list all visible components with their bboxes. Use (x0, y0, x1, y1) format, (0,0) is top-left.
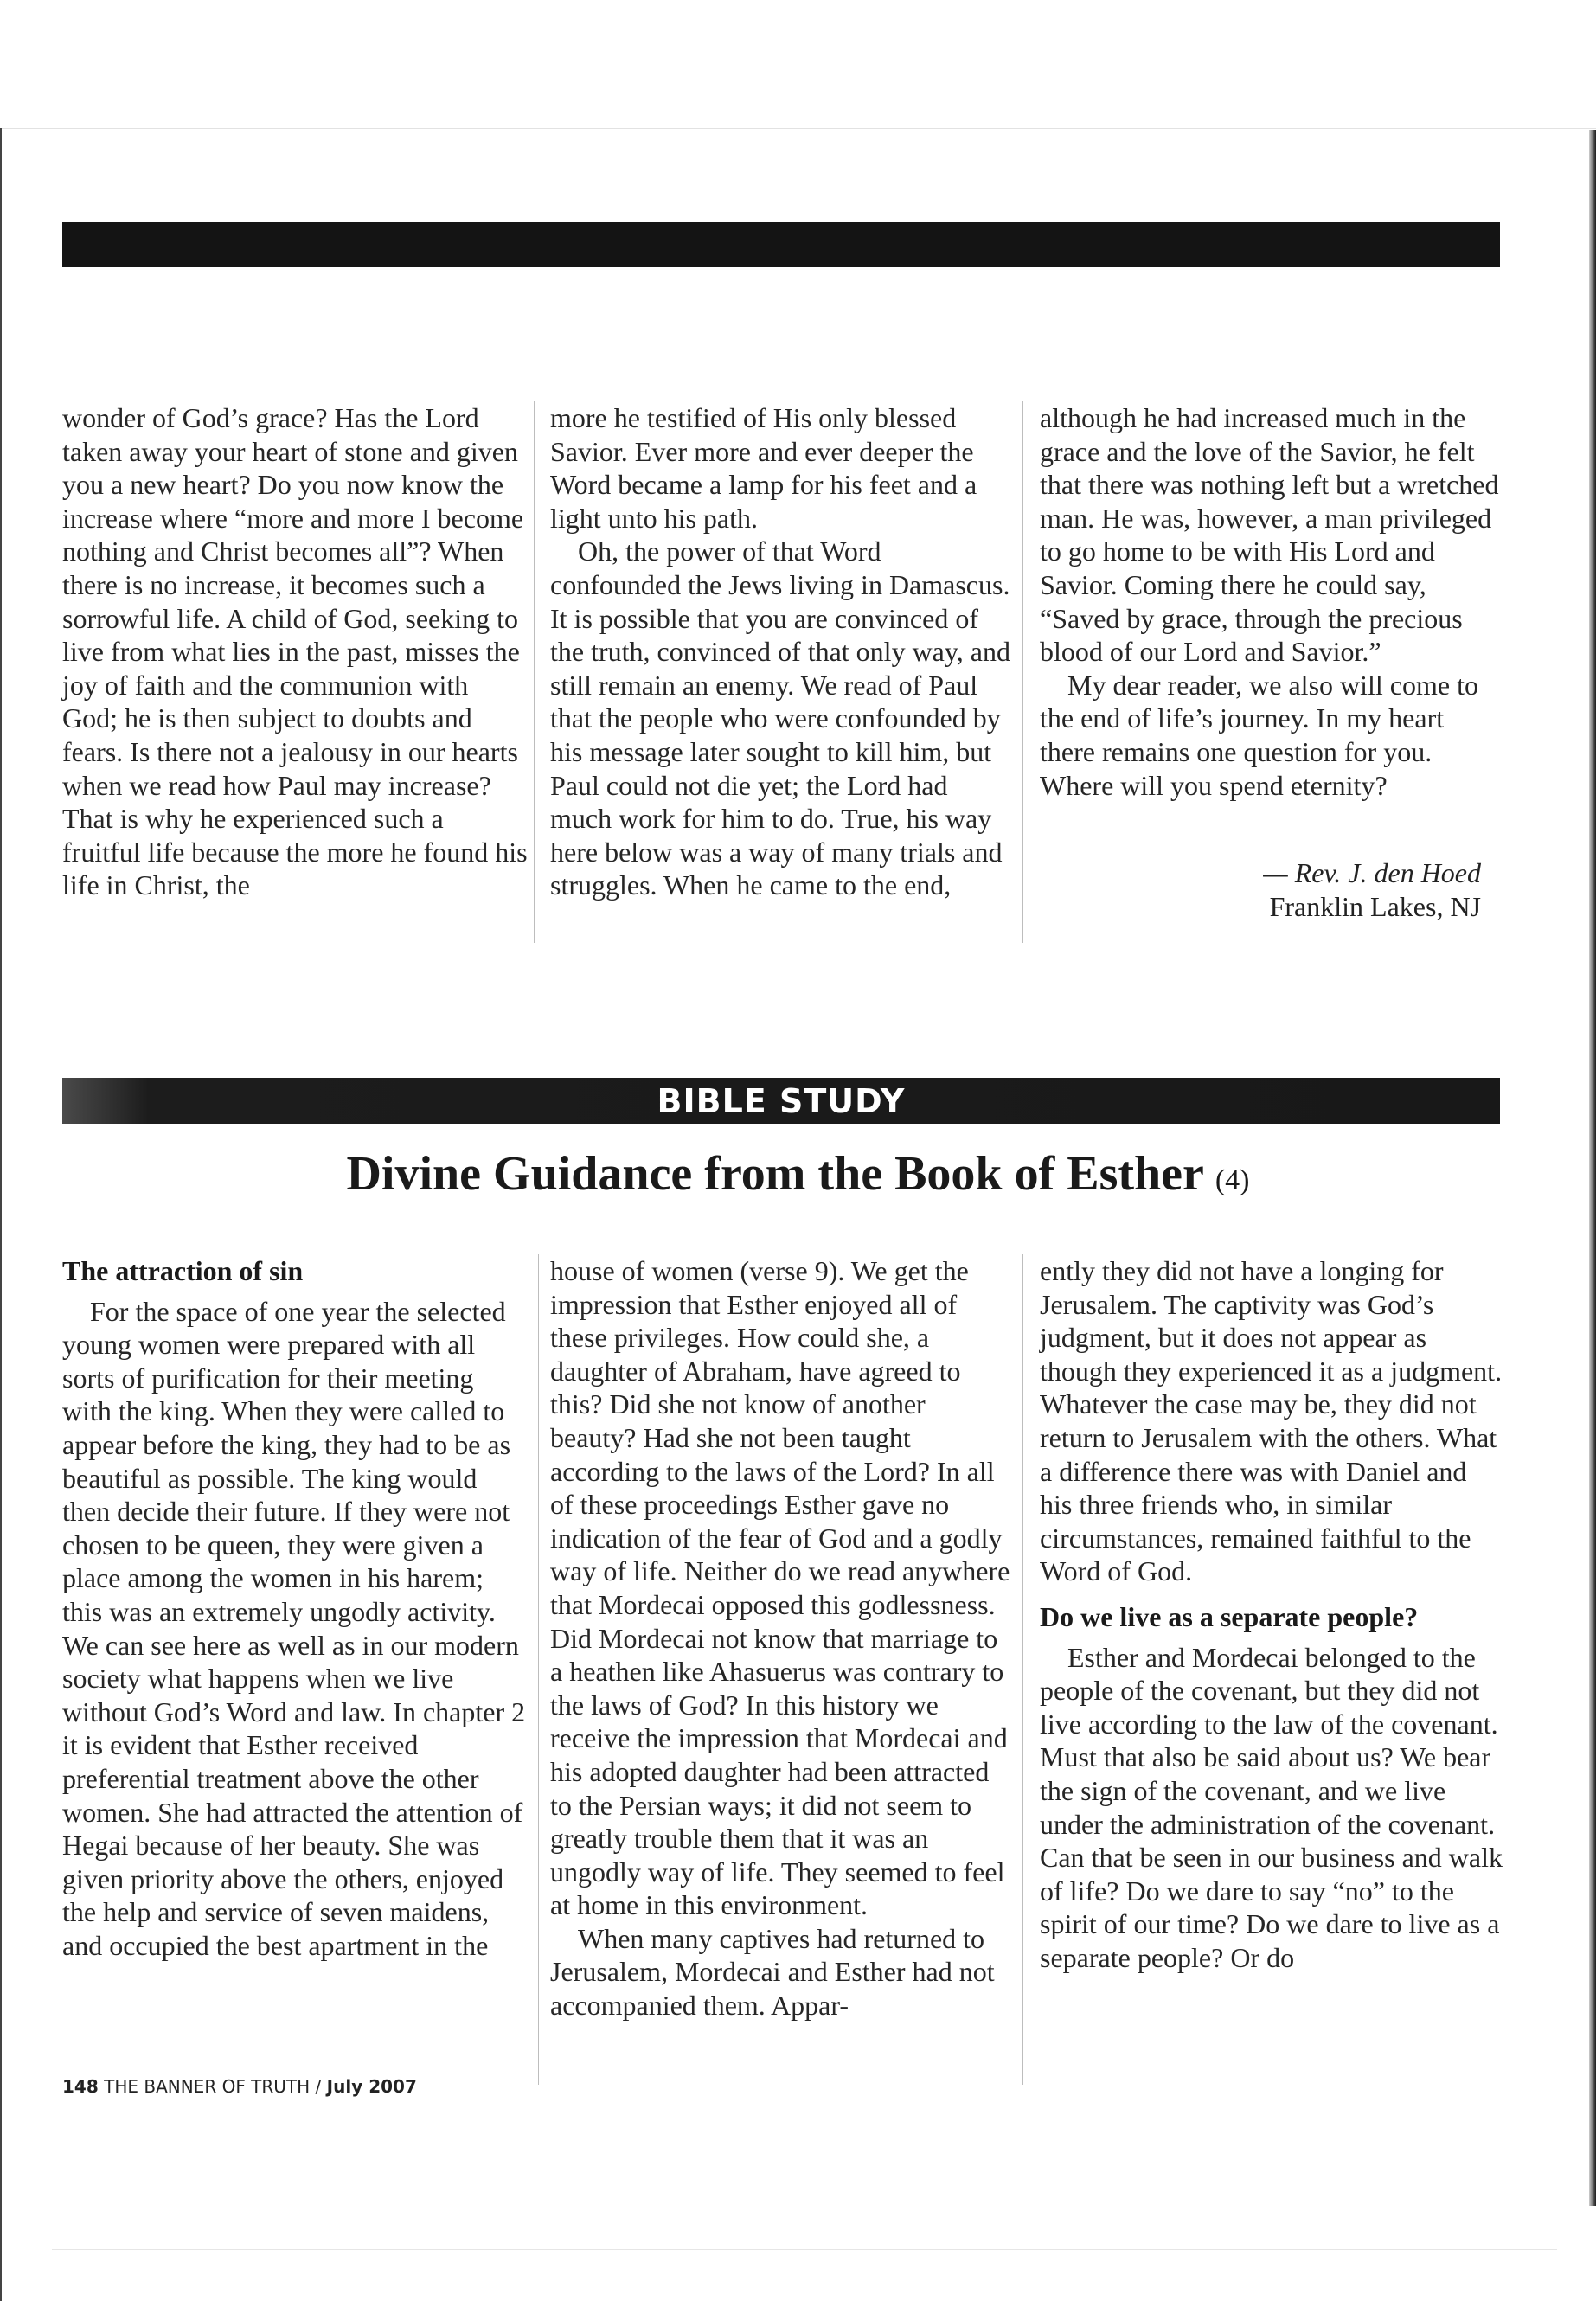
paragraph: When many captives had returned to Jerusalem, Mordecai and Esther had not accompanied them. Appar- (550, 1922, 995, 2022)
signature (1040, 856, 1481, 923)
paragraph: ently they did not have a longing for Jerusalem. The captivity was God’s judgment, but it does not appear as though they experienced it as a judgment. Whatever the case may be, they did not return to Jerusalem with the others. What a difference there was with Daniel and his three friends who, in similar circumstances, remained faithful to the Word of God. (1040, 1255, 1503, 1587)
section-label: BIBLE STUDY (657, 1081, 906, 1120)
paragraph: although he had increased much in the grace and the love of the Savior, he felt that there was nothing left but a wretched man. He was, however, a man privileged to go home to be with His Lord and Savior. Coming there he could say, “Saved by grace, through the precious blood of our Lord and Savior.” (1040, 402, 1499, 668)
page-number: 148 (62, 2076, 99, 2097)
column-divider (538, 1254, 539, 2085)
top-article-col-3 (1040, 401, 1505, 802)
paragraph: Esther and Mordecai belonged to the people of the covenant, but they did not live according to the law of the covenant. Must that also be said about us? We bear the sign of the covenant, and we live under the administration of the covenant. Can that be seen in our business and walk of life? Do we dare to say “no” to the spirit of our time? Do we dare to live as a separate people? Or do (1040, 1641, 1503, 1973)
page-footer (62, 2076, 417, 2097)
paragraph: house of women (verse 9). We get the impression that Esther enjoyed all of these privileges. How could she, a daughter of Abraham, have agreed to this? Did she not know of another beauty? Had she not been taught according to the laws of the Lord? In all of these proceedings Esther gave no indication of the fear of God and a godly way of life. Neither do we read anywhere that Mordecai opposed this godlessness. Did Mordecai not know that marriage to a heathen like Ahasuerus was contrary to the laws of God? In this history we receive the impression that Mordecai and his adopted daughter had been attracted to the Persian ways; it did not seem to greatly trouble them that it was an ungodly way of life. They seemed to feel at home in this environment. (550, 1255, 1010, 1921)
bible-study-col-3 (1040, 1254, 1505, 1974)
footer-separator: / (315, 2076, 322, 2097)
paragraph: My dear reader, we also will come to the end of life’s journey. In my heart there remains one question for you. Where will you spend eternity? (1040, 669, 1478, 801)
paragraph: wonder of God’s grace? Has the Lord taken away your heart of stone and given you a new heart? Do you now know the increase where “more and more I become nothing and Christ becomes all”? When there is no increase, it becomes such a sorrowful life. A child of God, seeking to live from what lies in the past, misses the joy of faith and the communion with God; he is then subject to doubts and fears. Is there not a jealousy in our hearts when we read how Paul may increase? That is why he experienced such a fruitful life because the more he found his life in Christ, the (62, 402, 528, 901)
header-bar (62, 222, 1500, 267)
top-article-col-1 (62, 401, 528, 902)
paragraph: Oh, the power of that Word confounded the Jews living in Damascus. It is possible that you are convinced of the truth, convinced of that only way, and still remain an enemy. We read of Paul that the people who were confounded by his message later sought to kill him, but Paul could not die yet; the Lord had much work for him to do. True, his way here below was a way of many trials and struggles. When he came to the end, (550, 535, 1010, 901)
bible-study-col-1 (62, 1254, 529, 1962)
author-location: Franklin Lakes, NJ (1269, 890, 1481, 922)
issue-date: July 2007 (326, 2076, 417, 2097)
paragraph: For the space of one year the selected young women were prepared with all sorts of purification for their meeting with the king. When they were called to appear before the king, they had to be as beautiful as possible. The king would then decide their future. If they were not chosen to be queen, they were given a place among the women in his harem; this was an extremely ungodly activity. We can see here as well as in our modern society what happens when we live without God’s Word and law. In chapter 2 it is evident that Esther received preferential treatment above the other women. She had attracted the attention of Hegai because of her beauty. She was given priority above the others, enjoyed the help and service of seven maidens, and occupied the best apartment in the (62, 1295, 526, 1961)
column-divider (1022, 1254, 1023, 2085)
page-bottom-rule (52, 2249, 1557, 2250)
bible-study-col-2 (550, 1254, 1016, 2022)
column-divider (1022, 401, 1023, 943)
page-top-rule (0, 128, 1596, 129)
subheading: The attraction of sin (62, 1255, 304, 1286)
article-part-number: (4) (1215, 1164, 1250, 1196)
top-article-col-2 (550, 401, 1016, 902)
author-name: — Rev. J. den Hoed (1263, 857, 1481, 888)
article-title-text: Divine Guidance from the Book of Esther (346, 1147, 1203, 1201)
scan-left-edge (0, 128, 2, 2301)
publication-name: THE BANNER OF TRUTH (104, 2076, 311, 2097)
subheading: Do we live as a separate people? (1040, 1600, 1419, 1632)
paragraph: more he testified of His only blessed Savior. Ever more and ever deeper the Word became a lamp for his feet and a light unto his path. (550, 402, 977, 534)
section-banner (62, 1078, 1500, 1124)
column-divider (534, 401, 535, 943)
article-title (0, 1146, 1596, 1202)
